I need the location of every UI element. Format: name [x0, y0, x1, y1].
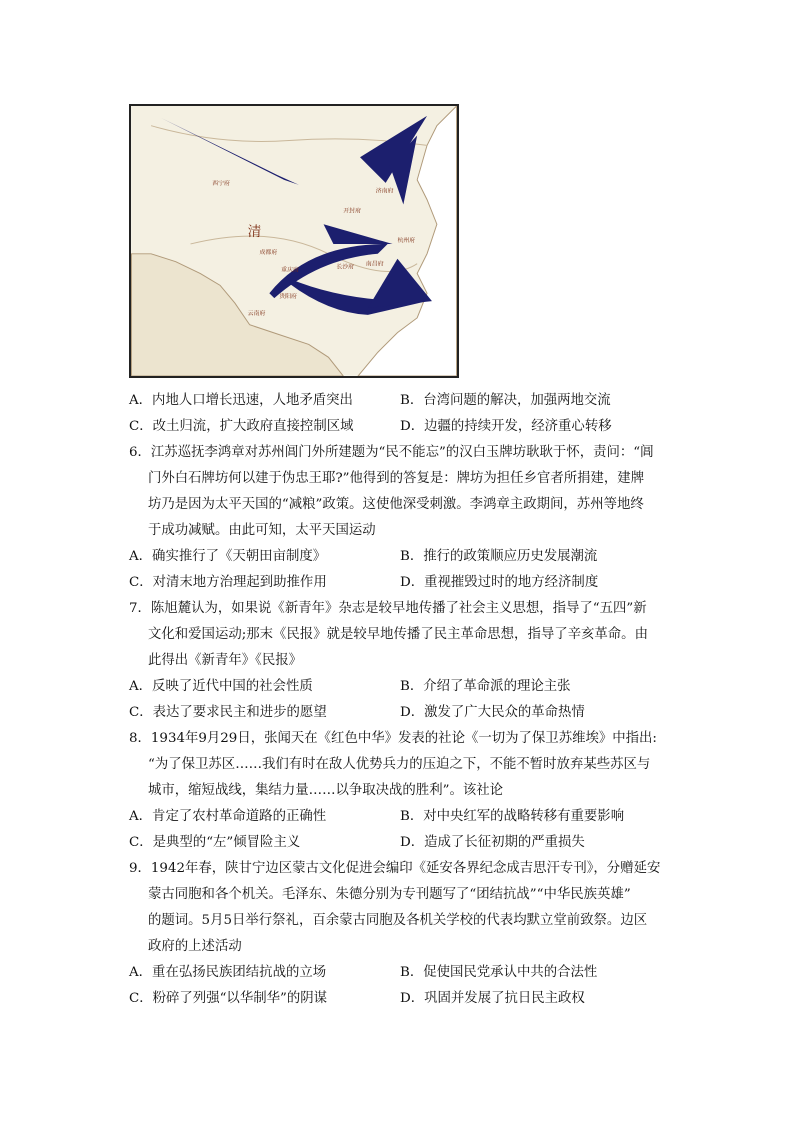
q9-stem-line: 9．1942年春，陕甘宁边区蒙古文化促进会编印《延安各界纪念成吉思汗专刊》，分赠延安 — [129, 861, 661, 876]
q9-stem-line: 政府的上述活动 — [148, 939, 242, 954]
q9-option-c: C．粉碎了列强“以华制华”的阴谋 — [129, 991, 328, 1006]
q6-stem-line: 于成功减赋。由此可知，太平天国运动 — [148, 523, 376, 538]
q5-option-c: C．改土归流，扩大政府直接控制区域 — [129, 419, 354, 434]
q7-stem-line: 此得出《新青年》《民报》 — [148, 653, 302, 668]
map-label: 成都府 — [259, 249, 278, 256]
migration-map — [129, 104, 459, 378]
q7-stem-line: 7．陈旭麓认为，如果说《新青年》杂志是较早地传播了社会主义思想，指导了“五四”新 — [129, 601, 647, 616]
map-label: 开封府 — [343, 208, 362, 215]
q6-stem-line: 6．江苏巡抚李鸿章对苏州阊门外所建题为“民不能忘”的汉白玉牌坊耿耿于怀，责问：“阊 — [129, 445, 654, 460]
q6-option-c: C．对清末地方治理起到助推作用 — [129, 575, 327, 590]
map-label: 杭州府 — [397, 237, 416, 244]
q6-stem-line: 门外白石牌坊何以建于伪忠王耶?”他得到的答复是：牌坊为担任乡官者所捐建，建牌 — [148, 471, 645, 486]
q6-option-a: A．确实推行了《天朝田亩制度》 — [129, 549, 327, 564]
q7-stem-line: 文化和爱国运动;那末《民报》就是较早地传播了民主革命思想，指导了辛亥革命。由 — [148, 627, 648, 642]
q5-option-b: B．台湾问题的解决，加强两地交流 — [400, 393, 611, 408]
q8-option-a: A．肯定了农村革命道路的正确性 — [129, 809, 327, 824]
q9-stem-line: 的题词。5月5日举行祭礼，百余蒙古同胞及各机关学校的代表均默立堂前致祭。边区 — [148, 913, 648, 928]
map-label: 济南府 — [375, 188, 394, 195]
map-label: 西宁府 — [212, 180, 230, 187]
map-label: 云南府 — [247, 310, 266, 317]
map-label-qing: 清 — [247, 224, 262, 241]
q5-option-d: D．边疆的持续开发，经济重心转移 — [400, 419, 612, 434]
q8-stem-line: 城市，缩短战线，集结力量……以争取决战的胜利”。该社论 — [148, 783, 504, 798]
map-svg — [131, 106, 457, 376]
map-label: 长沙府 — [336, 264, 355, 271]
map-label: 贵阳府 — [279, 294, 297, 301]
q6-option-d: D．重视摧毁过时的地方经济制度 — [400, 575, 599, 590]
q5-option-a: A．内地人口增长迅速，人地矛盾突出 — [129, 393, 353, 408]
q9-option-a: A．重在弘扬民族团结抗战的立场 — [129, 965, 327, 980]
q8-option-b: B．对中央红军的战略转移有重要影响 — [400, 809, 625, 824]
q6-option-b: B．推行的政策顺应历史发展潮流 — [400, 549, 598, 564]
q7-option-b: B．介绍了革命派的理论主张 — [400, 679, 571, 694]
q9-option-b: B．促使国民党承认中共的合法性 — [400, 965, 598, 980]
q8-option-c: C．是典型的“左”倾冒险主义 — [129, 835, 301, 850]
q8-stem-line: 8．1934年9月29日，张闻天在《红色中华》发表的社论《一切为了保卫苏维埃》中指出: — [129, 731, 657, 746]
q9-option-d: D．巩固并发展了抗日民主政权 — [400, 991, 585, 1006]
q7-option-d: D．激发了广大民众的革命热情 — [400, 705, 585, 720]
map-label: 重庆府 — [281, 267, 299, 274]
q7-option-a: A．反映了近代中国的社会性质 — [129, 679, 313, 694]
q8-stem-line: “为了保卫苏区……我们有时在敌人优势兵力的压迫之下，不能不暂时放弃某些苏区与 — [148, 757, 651, 772]
q6-stem-line: 坊乃是因为太平天国的“减粮”政策。这使他深受刺激。李鸿章主政期间，苏州等地终 — [148, 497, 644, 512]
q8-option-d: D．造成了长征初期的严重损失 — [400, 835, 585, 850]
map-label: 南昌府 — [365, 261, 384, 268]
q7-option-c: C．表达了要求民主和进步的愿望 — [129, 705, 327, 720]
q9-stem-line: 蒙古同胞和各个机关。毛泽东、朱德分别为专刊题写了“团结抗战”“中华民族英雄” — [148, 887, 631, 902]
